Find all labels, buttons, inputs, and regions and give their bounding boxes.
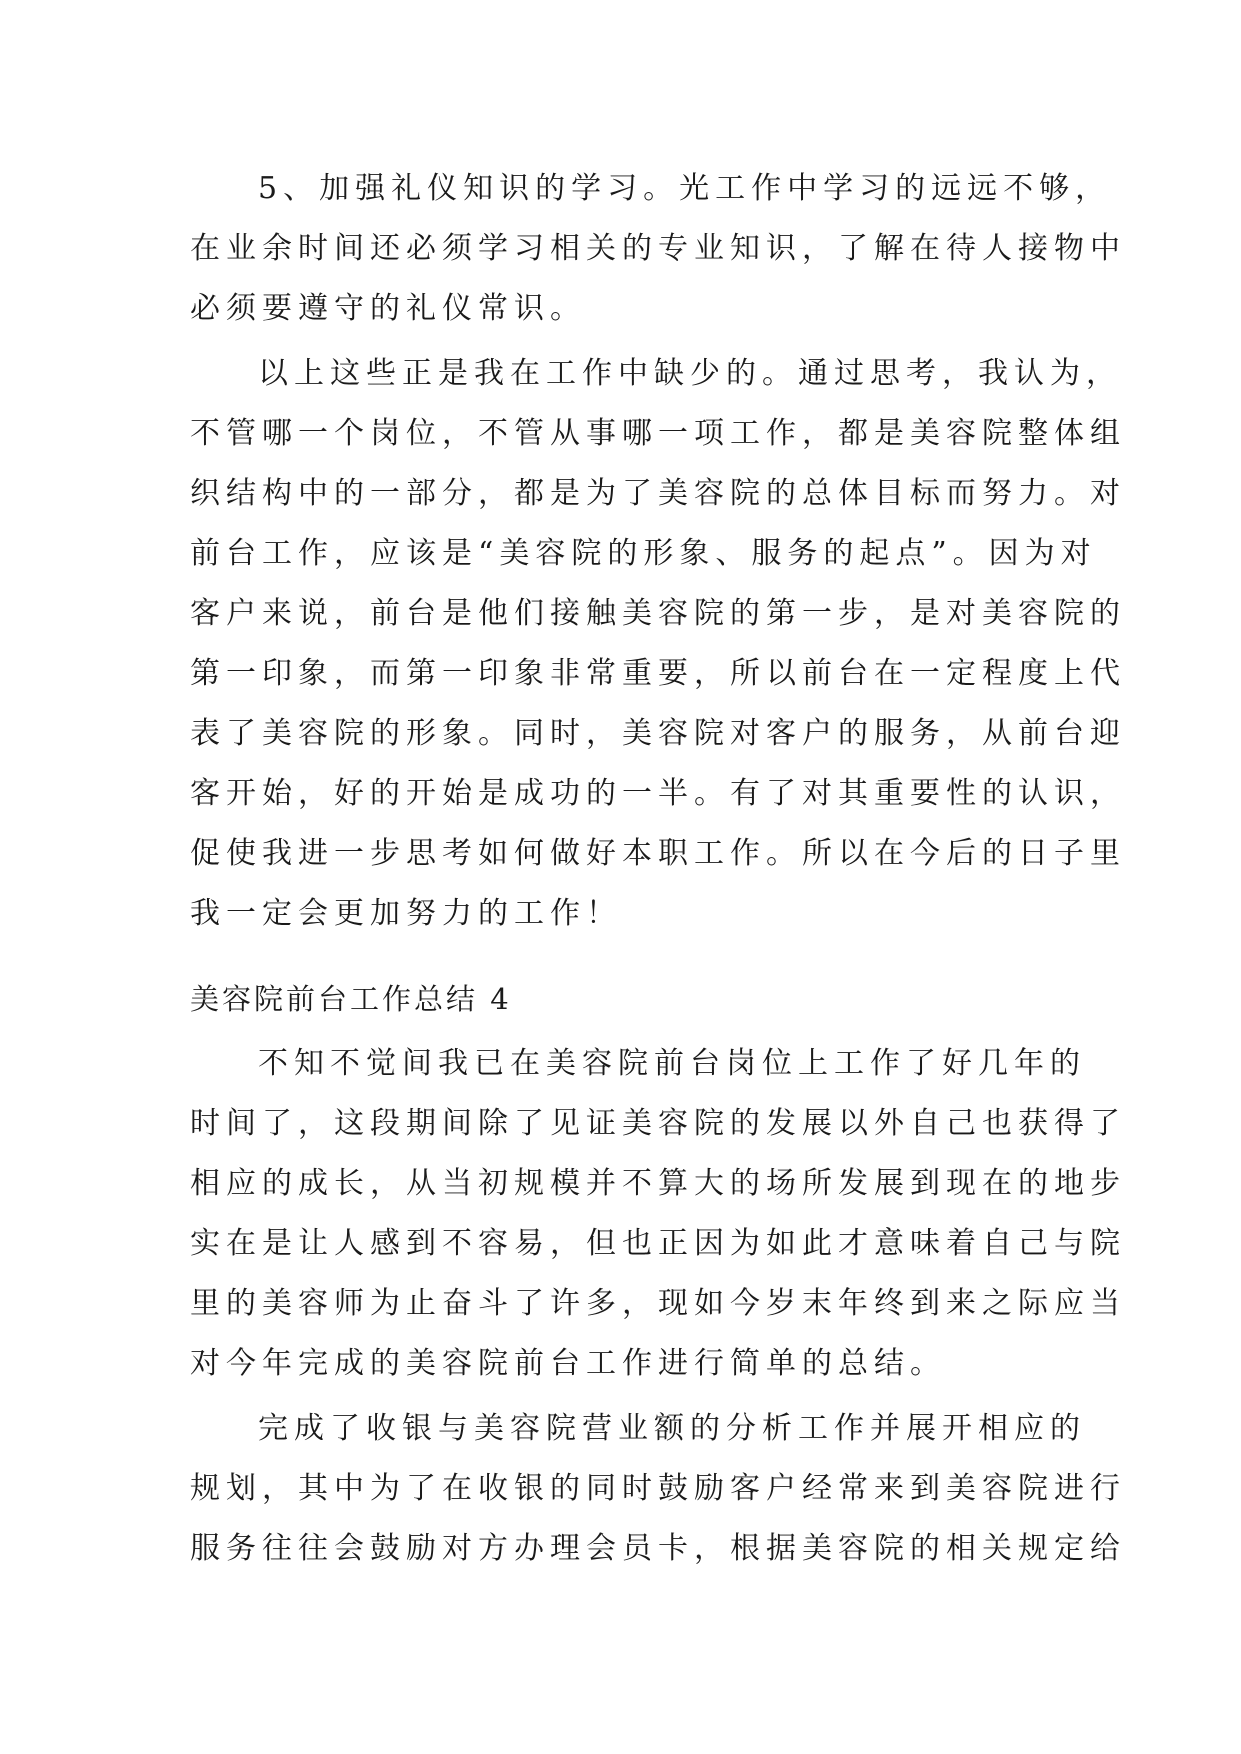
paragraph-line: 规划，其中为了在收银的同时鼓励客户经常来到美容院进行 [190, 1471, 1126, 1506]
paragraph-line: 不管哪一个岗位，不管从事哪一项工作，都是美容院整体组 [190, 416, 1126, 451]
paragraph-line: 我一定会更加努力的工作！ [190, 896, 622, 931]
paragraph-line: 5、加强礼仪知识的学习。光工作中学习的远远不够， [258, 171, 1112, 206]
paragraph-line: 前台工作，应该是“美容院的形象、服务的起点”。因为对 [190, 536, 1097, 571]
paragraph-line: 以上这些正是我在工作中缺少的。通过思考，我认为， [258, 356, 1122, 391]
paragraph-line: 实在是让人感到不容易，但也正因为如此才意味着自己与院 [190, 1226, 1126, 1261]
paragraph-line: 对今年完成的美容院前台工作进行简单的总结。 [190, 1346, 946, 1381]
paragraph-line: 促使我进一步思考如何做好本职工作。所以在今后的日子里 [190, 836, 1126, 871]
section-heading: 美容院前台工作总结 4 [190, 982, 512, 1016]
paragraph-line: 第一印象，而第一印象非常重要，所以前台在一定程度上代 [190, 656, 1126, 691]
paragraph-line: 客开始，好的开始是成功的一半。有了对其重要性的认识， [190, 776, 1126, 811]
paragraph-line: 完成了收银与美容院营业额的分析工作并展开相应的 [258, 1411, 1086, 1446]
paragraph-line: 必须要遵守的礼仪常识。 [190, 291, 586, 326]
paragraph-line: 相应的成长，从当初规模并不算大的场所发展到现在的地步 [190, 1166, 1126, 1201]
paragraph-line: 时间了，这段期间除了见证美容院的发展以外自己也获得了 [190, 1106, 1126, 1141]
paragraph-line: 在业余时间还必须学习相关的专业知识，了解在待人接物中 [190, 231, 1126, 266]
paragraph-line: 客户来说，前台是他们接触美容院的第一步，是对美容院的 [190, 596, 1126, 631]
paragraph-line: 里的美容师为止奋斗了许多，现如今岁末年终到来之际应当 [190, 1286, 1126, 1321]
paragraph-line: 不知不觉间我已在美容院前台岗位上工作了好几年的 [258, 1046, 1086, 1081]
paragraph-line: 服务往往会鼓励对方办理会员卡，根据美容院的相关规定给 [190, 1531, 1126, 1566]
paragraph-line: 织结构中的一部分，都是为了美容院的总体目标而努力。对 [190, 476, 1126, 511]
paragraph-line: 表了美容院的形象。同时，美容院对客户的服务，从前台迎 [190, 716, 1126, 751]
